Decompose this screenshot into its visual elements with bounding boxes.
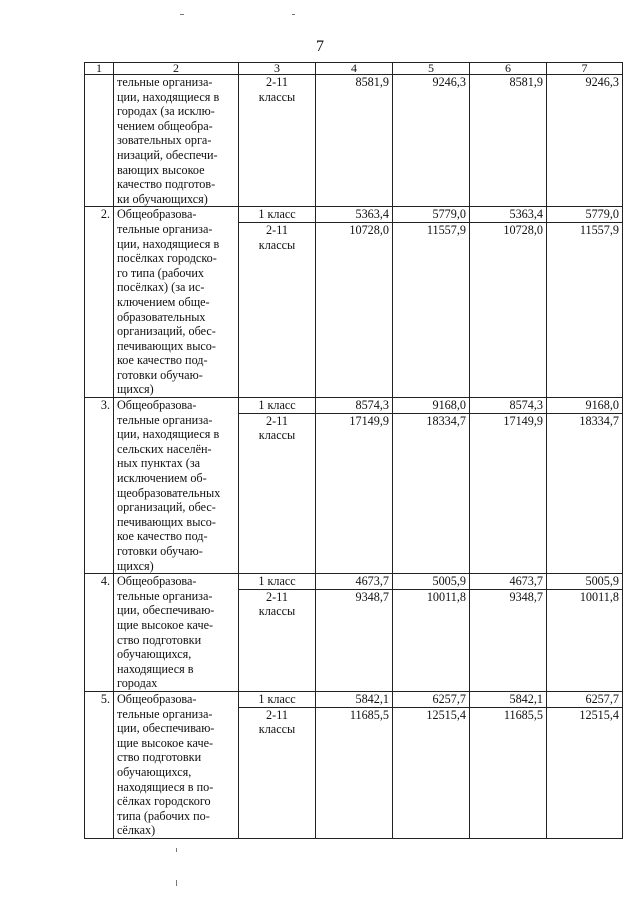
value: 6257,7 bbox=[585, 691, 619, 706]
column-header: 6 bbox=[470, 63, 547, 75]
column-header: 1 bbox=[85, 63, 114, 75]
grade-group-cell bbox=[239, 75, 316, 207]
value-cell-col7 bbox=[547, 75, 623, 207]
description-line: посёлках городско- bbox=[117, 251, 217, 266]
value-cell-col5 bbox=[393, 574, 470, 692]
description-line: ки обучающихся) bbox=[117, 191, 208, 206]
column-header: 7 bbox=[547, 63, 623, 75]
page-number: 7 bbox=[316, 38, 324, 55]
value-cell-col5 bbox=[393, 207, 470, 398]
description-line: кое качество под- bbox=[117, 529, 208, 544]
description-line: находящиеся в по- bbox=[117, 779, 214, 794]
value-cell-col4 bbox=[316, 398, 393, 574]
value-cell-col7 bbox=[547, 574, 623, 692]
value: 4673,7 bbox=[355, 574, 389, 589]
description-line: организаций, обес- bbox=[117, 324, 216, 339]
column-header: 5 bbox=[393, 63, 470, 75]
description-line: посёлках) (за ис- bbox=[117, 280, 205, 295]
description-line: Общеобразова- bbox=[117, 207, 197, 222]
grade-group-label: 2-11 классы bbox=[239, 589, 315, 619]
description-line: ство подготовки bbox=[117, 750, 202, 765]
column-number-row bbox=[85, 63, 623, 75]
description-line: зовательных орга- bbox=[117, 133, 212, 148]
value-cell-col4 bbox=[316, 691, 393, 838]
value: 18334,7 bbox=[547, 413, 623, 429]
description-line: находящиеся в bbox=[117, 661, 194, 676]
description-line: ство подготовки bbox=[117, 632, 202, 647]
description-line: типа (рабочих по- bbox=[117, 808, 210, 823]
value: 8581,9 bbox=[509, 75, 543, 89]
table-row bbox=[85, 75, 623, 207]
description-line: сёлках) bbox=[117, 823, 156, 838]
value: 9168,0 bbox=[432, 398, 466, 413]
value: 18334,7 bbox=[393, 413, 470, 429]
description-line: ции, находящиеся в bbox=[117, 236, 220, 251]
value: 17149,9 bbox=[316, 413, 393, 429]
organization-description bbox=[114, 691, 239, 838]
scan-mark bbox=[176, 848, 177, 852]
organization-description bbox=[114, 207, 239, 398]
description-line: ции, находящиеся в bbox=[117, 427, 220, 442]
value-cell-col6 bbox=[470, 75, 547, 207]
value: 11557,9 bbox=[547, 222, 623, 238]
description-line: сельских населён- bbox=[117, 441, 212, 456]
grade-group-cell bbox=[239, 691, 316, 838]
organization-description bbox=[114, 75, 239, 207]
value-cell-col4 bbox=[316, 207, 393, 398]
scan-mark bbox=[180, 14, 184, 15]
value: 12515,4 bbox=[547, 707, 623, 723]
value: 9348,7 bbox=[470, 589, 547, 605]
description-line: городах (за исклю- bbox=[117, 104, 215, 119]
value-cell-col4 bbox=[316, 574, 393, 692]
description-line: кое качество под- bbox=[117, 353, 208, 368]
description-line: обучающихся, bbox=[117, 647, 192, 662]
value: 5005,9 bbox=[585, 574, 619, 589]
description-line: щихся) bbox=[117, 382, 154, 397]
row-number: 5. bbox=[85, 691, 114, 838]
description-line: исключением об- bbox=[117, 471, 207, 486]
description-line: щие высокое каче- bbox=[117, 617, 214, 632]
value-cell-col7 bbox=[547, 691, 623, 838]
scan-mark bbox=[292, 14, 295, 15]
table-row bbox=[85, 398, 623, 574]
description-line: тельные организа- bbox=[117, 706, 213, 721]
table-row bbox=[85, 574, 623, 692]
value: 11685,5 bbox=[316, 707, 393, 723]
value-cell-col5 bbox=[393, 398, 470, 574]
organization-description bbox=[114, 398, 239, 574]
value-cell-col6 bbox=[470, 398, 547, 574]
value: 5779,0 bbox=[432, 207, 466, 222]
value: 9246,3 bbox=[585, 75, 619, 89]
grade-group-label: 2-11 классы bbox=[258, 75, 296, 104]
value: 5842,1 bbox=[355, 691, 389, 706]
description-line: ных пунктах (за bbox=[117, 456, 201, 471]
grade-group-label: 2-11 классы bbox=[239, 413, 315, 443]
description-line: ции, находящиеся в bbox=[117, 89, 220, 104]
value: 5005,9 bbox=[432, 574, 466, 589]
row-number: 3. bbox=[85, 398, 114, 574]
description-line: го типа (рабочих bbox=[117, 265, 204, 280]
description-line: ции, обеспечиваю- bbox=[117, 721, 215, 736]
description-line: низаций, обеспечи- bbox=[117, 147, 218, 162]
description-line: сёлках городского bbox=[117, 794, 211, 809]
organization-description bbox=[114, 574, 239, 692]
value: 8574,3 bbox=[509, 398, 543, 413]
grade-group-label: 1 класс bbox=[258, 691, 296, 706]
description-line: щеобразовательных bbox=[117, 485, 221, 500]
value: 10011,8 bbox=[547, 589, 623, 605]
row-number bbox=[85, 75, 114, 207]
value-cell-col5 bbox=[393, 75, 470, 207]
description-line: тельные организа- bbox=[117, 588, 213, 603]
table-row bbox=[85, 691, 623, 838]
value-cell-col6 bbox=[470, 691, 547, 838]
value: 10728,0 bbox=[470, 222, 547, 238]
grade-group-label: 1 класс bbox=[258, 574, 296, 589]
value: 10728,0 bbox=[316, 222, 393, 238]
value-cell-col6 bbox=[470, 574, 547, 692]
description-line: щие высокое каче- bbox=[117, 735, 214, 750]
value: 8581,9 bbox=[355, 75, 389, 89]
value: 5842,1 bbox=[509, 691, 543, 706]
description-line: печивающих высо- bbox=[117, 514, 216, 529]
description-line: Общеобразова- bbox=[117, 574, 197, 589]
description-line: тельные организа- bbox=[117, 75, 213, 89]
description-line: городах bbox=[117, 676, 158, 691]
description-line: тельные организа- bbox=[117, 221, 213, 236]
description-line: щихся) bbox=[117, 558, 154, 573]
column-header: 4 bbox=[316, 63, 393, 75]
value: 9168,0 bbox=[585, 398, 619, 413]
description-line: обучающихся, bbox=[117, 764, 192, 779]
grade-group-cell bbox=[239, 207, 316, 398]
value: 11685,5 bbox=[470, 707, 547, 723]
row-number: 4. bbox=[85, 574, 114, 692]
value: 4673,7 bbox=[509, 574, 543, 589]
value: 8574,3 bbox=[355, 398, 389, 413]
description-line: ции, обеспечиваю- bbox=[117, 603, 215, 618]
grade-group-label: 2-11 классы bbox=[239, 707, 315, 737]
value-cell-col7 bbox=[547, 207, 623, 398]
description-line: образовательных bbox=[117, 309, 206, 324]
grade-group-cell bbox=[239, 574, 316, 692]
description-line: печивающих высо- bbox=[117, 338, 216, 353]
value: 12515,4 bbox=[393, 707, 470, 723]
description-line: ключением обще- bbox=[117, 294, 210, 309]
value: 5363,4 bbox=[355, 207, 389, 222]
grade-group-label: 1 класс bbox=[258, 207, 296, 222]
value: 5779,0 bbox=[585, 207, 619, 222]
description-line: качество подготов- bbox=[117, 177, 216, 192]
column-header: 3 bbox=[239, 63, 316, 75]
value-cell-col6 bbox=[470, 207, 547, 398]
row-number: 2. bbox=[85, 207, 114, 398]
value-cell-col5 bbox=[393, 691, 470, 838]
description-line: готовки обучаю- bbox=[117, 544, 203, 558]
description-line: готовки обучаю- bbox=[117, 367, 203, 382]
table-row bbox=[85, 207, 623, 398]
grade-group-label: 1 класс bbox=[258, 398, 296, 413]
value-cell-col7 bbox=[547, 398, 623, 574]
value: 10011,8 bbox=[393, 589, 470, 605]
grade-group-cell bbox=[239, 398, 316, 574]
description-line: организаций, обес- bbox=[117, 500, 216, 515]
value: 9348,7 bbox=[316, 589, 393, 605]
value: 11557,9 bbox=[393, 222, 470, 238]
column-header: 2 bbox=[114, 63, 239, 75]
grade-group-label: 2-11 классы bbox=[239, 222, 315, 252]
table-body bbox=[85, 63, 623, 839]
description-line: Общеобразова- bbox=[117, 691, 197, 706]
value: 5363,4 bbox=[509, 207, 543, 222]
budget-table bbox=[84, 62, 623, 839]
description-line: вающих высокое bbox=[117, 162, 205, 177]
description-line: чением общеобра- bbox=[117, 118, 213, 133]
value-cell-col4 bbox=[316, 75, 393, 207]
scan-mark bbox=[176, 880, 177, 886]
value: 9246,3 bbox=[432, 75, 466, 89]
value: 17149,9 bbox=[470, 413, 547, 429]
description-line: тельные организа- bbox=[117, 412, 213, 427]
value: 6257,7 bbox=[432, 691, 466, 706]
description-line: Общеобразова- bbox=[117, 398, 197, 413]
